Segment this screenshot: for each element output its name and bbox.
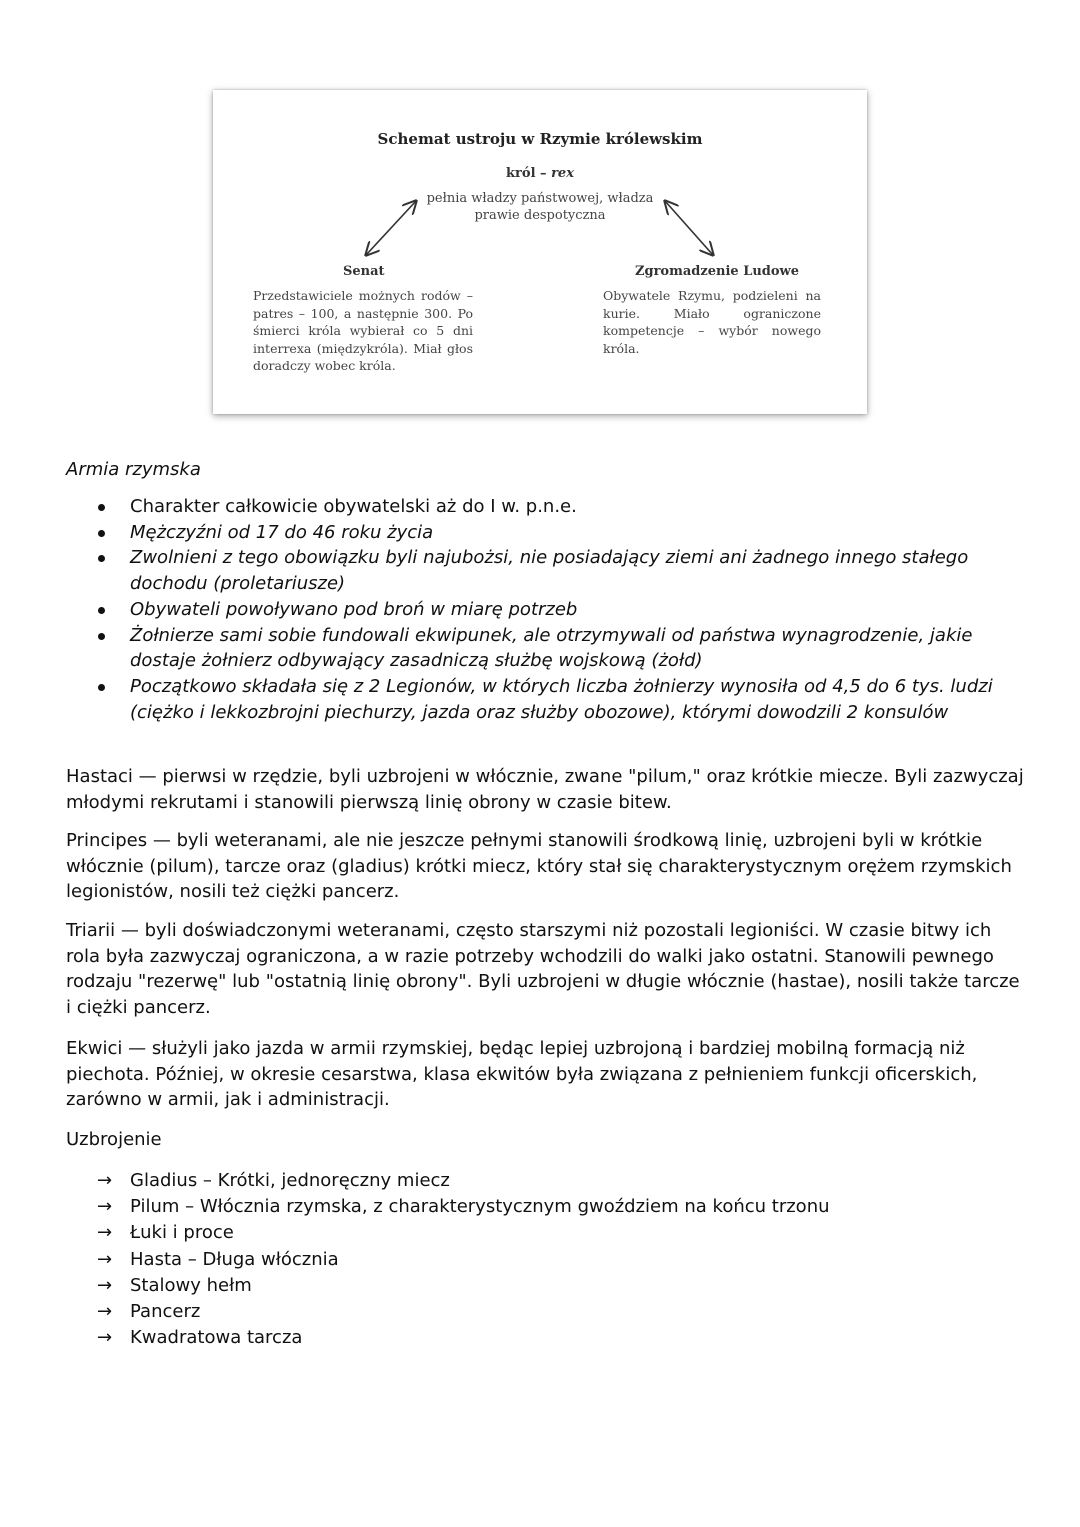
arrow-right-icon: → [97, 1327, 113, 1349]
list-item-text: Mężczyźni od 17 do 46 roku życia [130, 521, 434, 543]
list-item-text: Charakter całkowicie obywatelski aż do I w. p.n.e. [130, 496, 577, 517]
list-item [66, 1220, 830, 1246]
bullet-icon [98, 504, 105, 511]
arrow-right-icon: → [97, 1196, 113, 1218]
scheme-king-label: król – [506, 166, 547, 181]
list-item [66, 520, 1016, 546]
list-item [66, 1273, 830, 1299]
list-item [66, 1299, 830, 1325]
bullet-icon [98, 530, 105, 537]
scheme-zgromadzenie-title: Zgromadzenie Ludowe [635, 264, 800, 279]
scheme-figure [213, 90, 867, 414]
list-item-text: Łuki i proce [130, 1222, 234, 1244]
list-item [66, 1168, 830, 1194]
arrow-to-zgromadzenie [665, 201, 713, 255]
list-item [66, 494, 1016, 520]
bullet-icon [98, 633, 105, 640]
list-item-text: Stalowy hełm [130, 1274, 252, 1296]
uzbrojenie-heading: Uzbrojenie [66, 1129, 162, 1150]
list-item-text: Początkowo składała się z 2 Legionów, w których liczba żołnierzy wynosiła od 4,5 do 6 tys. ludzi (ciężko i lekkozbrojni piechurzy, jazda oraz służby obozowe), którymi dowodzili 2 konsulów [130, 675, 993, 723]
list-item-text: Żołnierze sami sobie fundowali ekwipunek, ale otrzymywali od państwa wynagrodzenie, jakie dostaje żołnierz odbywający zasadniczą służbę wojskową (żołd) [130, 624, 973, 672]
uzbrojenie-list [66, 1168, 830, 1351]
list-item [66, 1247, 830, 1273]
list-item-text: Pilum – Włócznia rzymska, z charakterystycznym gwoździem na końcu trzonu [130, 1196, 830, 1218]
list-item [66, 1194, 830, 1220]
paragraph-ekwici: Ekwici — służyli jako jazda w armii rzymskiej, będąc lepiej uzbrojoną i bardziej mobilną formacją niż piechota. Później, w okresie cesarstwa, klasa ekwitów była związana z pełnieniem funkcji oficerskich, zarówno w armii, jak i administracji. [66, 1038, 978, 1111]
arrow-right-icon: → [97, 1222, 113, 1244]
list-item-text: Obywateli powoływano pod broń w miarę potrzeb [130, 598, 578, 620]
armia-bullet-list [66, 494, 1016, 725]
paragraph-hastaci: Hastaci — pierwsi w rzędzie, byli uzbrojeni w włócznie, zwane "pilum," oraz krótkie miecze. Byli zazwyczaj młodymi rekrutami i stanowili pierwszą linię obrony w czasie bitew. [66, 766, 1024, 813]
bullet-icon [98, 555, 105, 562]
scheme-senat-title: Senat [343, 264, 385, 279]
bullet-icon [98, 684, 105, 691]
list-item-text: Kwadratowa tarcza [130, 1327, 303, 1349]
paragraph-triarii: Triarii — byli doświadczonymi weteranami, często starszymi niż pozostali legioniści. W czasie bitwy ich rola była zazwyczaj ograniczona, a w razie potrzeby wchodzili do walki jako ostatni. Stanowili pewnego rodzaju "rezerwę" lub "ostatnią linię obrony". Byli uzbrojeni w długie włócznie (hastae), nosili także tarcze i ciężki pancerz. [66, 920, 1020, 1019]
arrow-right-icon: → [97, 1301, 113, 1323]
list-item [66, 623, 1016, 674]
paragraph-principes: Principes — byli weteranami, ale nie jeszcze pełnymi stanowili środkową linię, uzbrojeni byli w krótkie włócznie (pilum), tarcze oraz (gladius) krótki miecz, który stał się charakterystycznym orężem rzymskich legionistów, nosili też ciężki pancerz. [66, 830, 1012, 903]
arrow-right-icon: → [97, 1248, 113, 1270]
list-item [66, 597, 1016, 623]
scheme-title: Schemat ustroju w Rzymie królewskim [377, 130, 703, 148]
scheme-zgromadzenie-description: Obywatele Rzymu, podzieleni na kurie. Miało ograniczone kompetencje – wybór nowego króla. [603, 288, 821, 356]
scheme-senat-description: Przedstawiciele możnych rodów – patres – 100, a następnie 300. Po śmierci króla wybierał co 5 dni interrexa (międzykróla). Miał głos doradczy wobec króla. [253, 288, 473, 373]
arrow-right-icon: → [97, 1274, 113, 1296]
armia-heading: Armia rzymska [66, 459, 201, 480]
scheme-king-description: pełnia władzy państwowej, władza prawie despotyczna [426, 191, 654, 223]
list-item [66, 1325, 830, 1351]
list-item-text: Pancerz [130, 1301, 201, 1323]
list-item [66, 545, 1016, 596]
list-item-text: Zwolnieni z tego obowiązku byli najubożsi, nie posiadający ziemi ani żadnego innego stałego dochodu (proletariusze) [130, 547, 969, 595]
arrow-to-senat [366, 201, 416, 255]
list-item-text: Hasta – Długa włócznia [130, 1248, 339, 1270]
list-item-text: Gladius – Krótki, jednoręczny miecz [130, 1170, 450, 1191]
arrow-right-icon: → [97, 1170, 113, 1191]
scheme-king-latin: rex [551, 166, 574, 181]
list-item [66, 674, 1016, 725]
bullet-icon [98, 607, 105, 614]
